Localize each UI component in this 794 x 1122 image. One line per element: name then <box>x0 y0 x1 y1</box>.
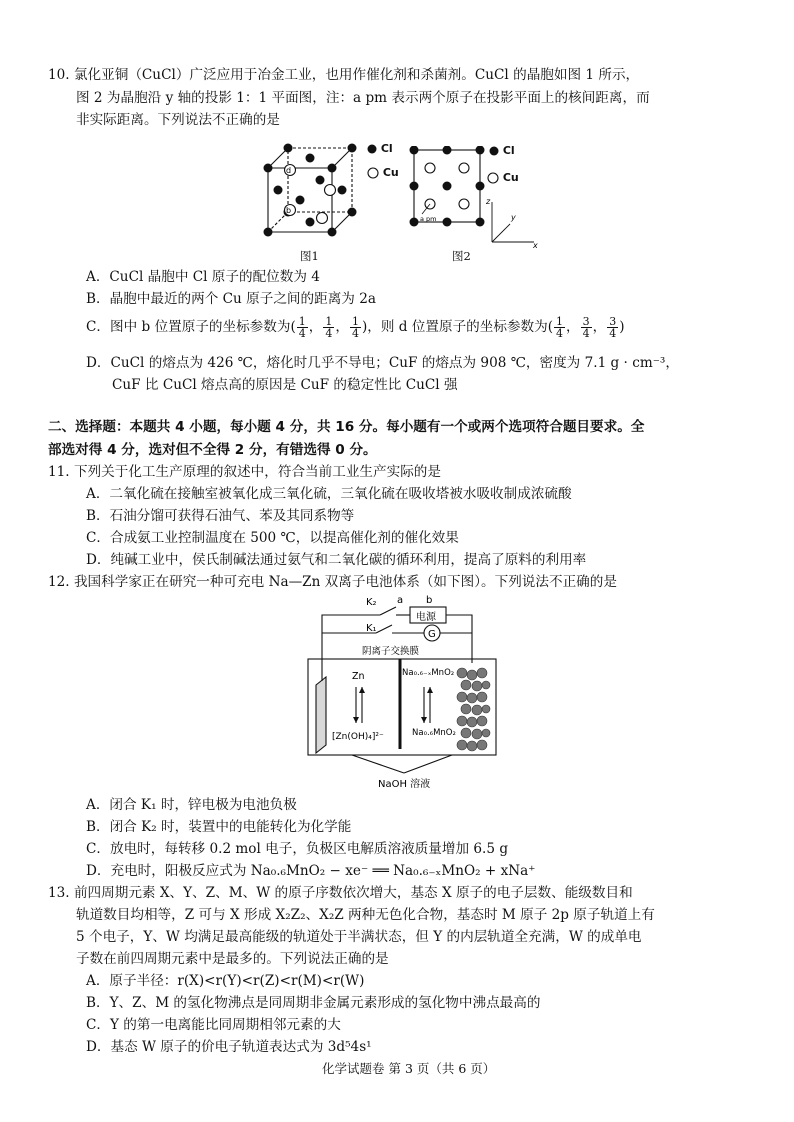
fig2-legend-cu: Cu <box>487 171 519 184</box>
q13-option-b: B．Y、Z、M 的氢化物沸点是同周期非金属元素形成的氢化物中沸点最高的 <box>86 995 541 1011</box>
fig1-label: 图1 <box>300 249 319 263</box>
q11-stem: 11. 下列关于化工生产原理的叙述中，符合当前工业生产实际的是 <box>48 464 441 480</box>
zn-label: Zn <box>352 671 365 682</box>
q11-option-d: D．纯碱工业中，侯氏制碱法通过氨气和二氧化碳的循环利用，提高了原料的利用率 <box>86 552 587 568</box>
q13-stem-line4: 子数在前四周期元素中是最多的。下列说法正确的是 <box>76 951 389 967</box>
q13-stem-line1: 13. 前四周期元素 X、Y、Z、M、W 的原子序数依次增大，基态 X 原子的电子层数、能级数目和 <box>48 885 633 901</box>
q10-option-d-line2: CuF 比 CuCl 熔点高的原因是 CuF 的稳定性比 CuCl 强 <box>112 377 458 393</box>
k1-label: K₁ <box>366 623 377 634</box>
q10-stem-line3: 非实际距离。下列说法不正确的是 <box>76 112 280 128</box>
q10-option-a: A．CuCl 晶胞中 Cl 原子的配位数为 4 <box>86 269 320 285</box>
q13-stem-line2: 轨道数目均相等，Z 可与 X 形成 X₂Z₂、X₂Z 两种无色化合物，基态时 M 原子 2p 原子轨道上有 <box>76 907 655 923</box>
q10-option-d-line1: D．CuCl 的熔点为 426 ℃，熔化时几乎不导电；CuF 的熔点为 908 ℃，密度为 7.1 g · cm⁻³， <box>86 355 679 371</box>
q10-option-c: C．图中 b 位置原子的坐标参数为( $\frac{1}{4}$ ， $\frac{1}{4}$ ， $\frac{1}{4}$ )，则 d 位置原子的坐标参数为( $\frac{1}{4}$ ， $\frac{3}{4}$ ， $\frac{3}{4}$ ) <box>86 315 625 340</box>
naoh-label: NaOH 溶液 <box>378 779 431 789</box>
fig1-legend-cl: Cl <box>367 142 393 155</box>
membrane-label: 阴离子交换膜 <box>362 646 420 657</box>
q11-option-b: B．石油分馏可获得石油气、苯及其同系物等 <box>86 508 355 524</box>
fig1-legend-cu: Cu <box>367 166 399 179</box>
terminal-a: a <box>397 595 404 606</box>
q13-option-d: D．基态 W 原子的价电子轨道表达式为 3d⁵4s¹ <box>86 1039 372 1055</box>
q12-option-c: C．放电时，每转移 0.2 mol 电子，负极区电解质溶液质量增加 6.5 g <box>86 841 509 857</box>
page-footer: 化学试题卷 第 3 页（共 6 页） <box>322 1061 496 1076</box>
fig2-axes <box>486 196 540 248</box>
q10-option-b: B．晶胞中最近的两个 Cu 原子之间的距离为 2a <box>86 291 376 307</box>
section2-header-line1: 二、选择题：本题共 4 小题，每小题 4 分，共 16 分。每小题有一个或两个选项符合题目要求。全 <box>48 419 645 435</box>
axis-x: x <box>533 241 538 248</box>
zn-complex-label: [Zn(OH)₄]²⁻ <box>332 732 384 742</box>
q12-option-b: B．闭合 K₂ 时，装置中的电能转化为化学能 <box>86 819 352 835</box>
q12-stem: 12. 我国科学家正在研究一种可充电 Na—Zn 双离子电池体系（如下图）。下列说法不正确的是 <box>48 574 617 590</box>
power-supply: 电源 <box>416 612 436 623</box>
axis-z: z <box>486 197 491 206</box>
fig1-unit-cell <box>260 138 364 244</box>
section2-header-line2: 部选对得 4 分，选对但不全得 2 分，有错选得 0 分。 <box>48 442 377 458</box>
k2-label: K₂ <box>366 597 377 608</box>
q12-battery-diagram <box>300 593 510 789</box>
q11-option-a: A．二氧化硫在接触室被氧化成三氧化硫，三氧化硫在吸收塔被水吸收制成浓硫酸 <box>86 486 572 502</box>
fig2-projection <box>408 146 486 228</box>
fig2-a-pm: a pm <box>420 215 437 223</box>
q13-stem-line3: 5 个电子，Y、W 均满足最高能级的轨道处于半满状态，但 Y 的内层轨道全充满，W 的成单电 <box>76 929 642 945</box>
na-top-label: Na₀.₆₋ₓMnO₂ <box>402 668 455 678</box>
galvanometer: G <box>428 629 436 640</box>
fig2-legend-cl: Cl <box>489 144 515 157</box>
q10-stem-line2: 图 2 为晶胞沿 y 轴的投影 1：1 平面图，注：a pm 表示两个原子在投影平面上的核间距离，而 <box>76 90 650 106</box>
fig2-label: 图2 <box>452 249 471 263</box>
q13-option-c: C．Y 的第一电离能比同周期相邻元素的大 <box>86 1017 341 1033</box>
terminal-b: b <box>426 595 433 606</box>
na-bottom-label: Na₀.₆MnO₂ <box>412 728 456 738</box>
q13-option-a: A．原子半径：r(X)<r(Y)<r(Z)<r(M)<r(W) <box>86 973 365 989</box>
q11-option-c: C．合成氨工业控制温度在 500 ℃，以提高催化剂的催化效果 <box>86 530 459 546</box>
fig1-mark-b: b <box>286 206 292 215</box>
q12-option-d: D．充电时，阳极反应式为 Na₀.₆MnO₂ − xe⁻ ══ Na₀.₆₋ₓMnO₂ + xNa⁺ <box>86 863 536 879</box>
q12-option-a: A．闭合 K₁ 时，锌电极为电池负极 <box>86 797 297 813</box>
axis-y: y <box>511 213 516 222</box>
q10-stem-line1: 10. 氯化亚铜（CuCl）广泛应用于冶金工业，也用作催化剂和杀菌剂。CuCl 的晶胞如图 1 所示， <box>48 67 640 83</box>
fig1-mark-d: d <box>286 166 292 175</box>
